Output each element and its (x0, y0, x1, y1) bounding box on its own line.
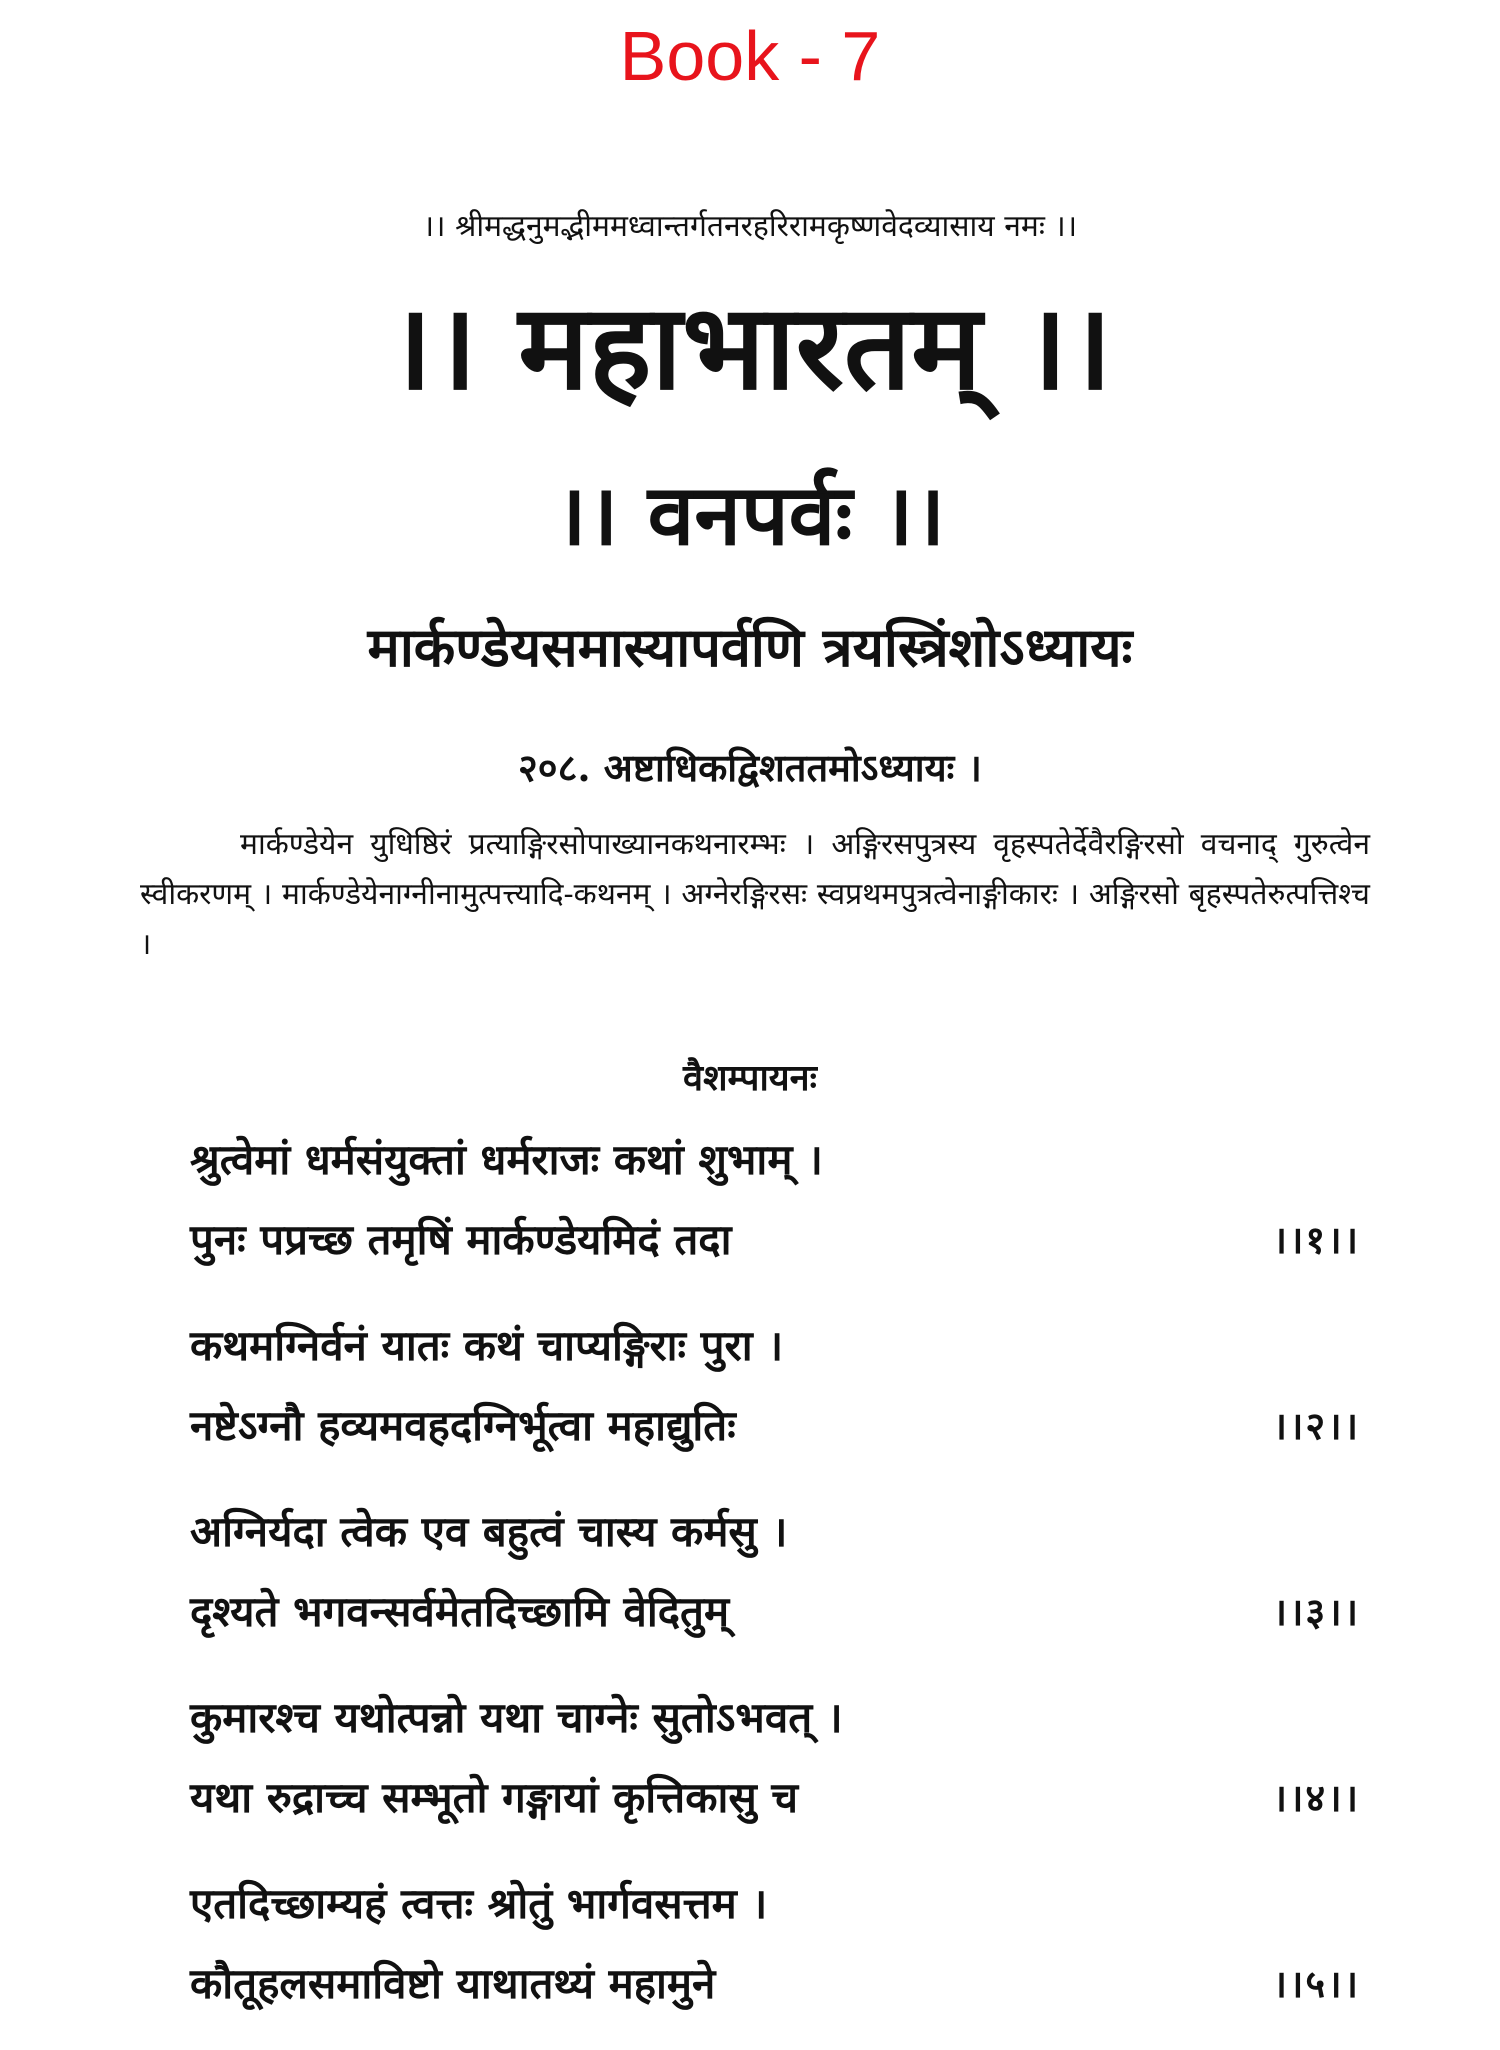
verse-line (190, 1678, 1360, 1758)
verse-line (190, 1944, 1360, 2024)
verse-list (190, 1120, 1360, 2050)
verse-number: ।।४।। (1272, 1775, 1360, 1820)
verse-number: ।।१।। (1272, 1217, 1360, 1262)
verse (190, 1864, 1360, 2024)
verse (190, 1120, 1360, 1280)
verse-number: ।।२।। (1272, 1403, 1360, 1448)
verse-line (190, 1492, 1360, 1572)
verse-text: श्रुत्वेमां धर्मसंयुक्तां धर्मराजः कथां शुभाम् । (190, 1135, 823, 1184)
verse-text: दृश्यते भगवन्सर्वमेतदिच्छामि वेदितुम् (190, 1587, 730, 1636)
chapter-summary: मार्कण्डेयेन युधिष्ठिरं प्रत्याङ्गिरसोपाख्यानकथनारम्भः । अङ्गिरसपुत्रस्य वृहस्पतेर्देवैरङ्गिरसो वचनाद् गुरुत्वेन स्वीकरणम् । मार्कण्डेयेनाग्नीनामुत्पत्त्यादि-कथनम् । अग्नेरङ्गिरसः स्वप्रथमपुत्रत्वेनाङ्गीकारः । अङ्गिरसो बृहस्पतेरुत्पत्तिश्च । (140, 827, 1370, 962)
verse-line (190, 1306, 1360, 1386)
verse (190, 1678, 1360, 1838)
verse-text: नष्टेऽग्नौ हव्यमवहदग्निर्भूत्वा महाद्युतिः (190, 1401, 736, 1450)
verse-line (190, 1572, 1360, 1652)
page-title: ।। महाभारतम् ।। (387, 277, 1113, 416)
verse-line (190, 1864, 1360, 1944)
verse-text: यथा रुद्राच्च सम्भूतो गङ्गायां कृत्तिकासु च (190, 1773, 799, 1822)
verse-number: ।।३।। (1272, 1589, 1360, 1634)
verse-line (190, 1386, 1360, 1466)
verse (190, 1306, 1360, 1466)
parva-title: ।। वनपर्वः ।। (554, 465, 946, 564)
book-label: Book - 7 (619, 17, 881, 95)
verse (190, 1492, 1360, 1652)
verse-line (190, 1200, 1360, 1280)
invocation-line: ।। श्रीमद्धनुमद्भीममध्वान्तर्गतनरहरिरामकृष्णवेदव्यासाय नमः ।। (422, 209, 1078, 244)
speaker-label: वैशम्पायनः (683, 1057, 817, 1099)
verse-text: कौतूहलसमाविष्टो याथातथ्यं महामुने (190, 1959, 716, 2008)
chapter-heading: २०८. अष्टाधिकद्विशततमोऽध्यायः । (518, 745, 982, 790)
verse-number: ।।५।। (1272, 1961, 1360, 2006)
verse-text: कथमग्निर्वनं यातः कथं चाप्यङ्गिराः पुरा । (190, 1321, 784, 1370)
verse-line (190, 1120, 1360, 1200)
verse-text: अग्निर्यदा त्वेक एव बहुत्वं चास्य कर्मसु । (190, 1507, 788, 1556)
verse-line (190, 1758, 1360, 1838)
verse-text: एतदिच्छाम्यहं त्वत्तः श्रोतुं भार्गवसत्तम । (190, 1879, 768, 1928)
verse-text: पुनः पप्रच्छ तमृषिं मार्कण्डेयमिदं तदा (190, 1215, 732, 1264)
section-heading: मार्कण्डेयसमास्यापर्वणि त्रयस्त्रिंशोऽध्यायः (367, 615, 1133, 679)
verse-text: कुमारश्च यथोत्पन्नो यथा चाग्नेः सुतोऽभवत् । (190, 1693, 843, 1742)
